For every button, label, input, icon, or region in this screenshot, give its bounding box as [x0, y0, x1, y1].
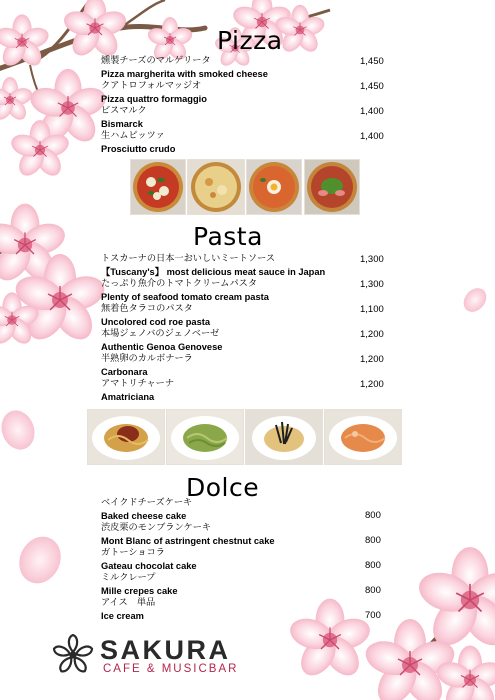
- item-name-en: Plenty of seafood tomato cream pasta: [101, 291, 269, 302]
- item-price: 1,400: [360, 106, 384, 117]
- item-price: 800: [365, 560, 381, 571]
- item-name-en: Mont Blanc of astringent chestnut cake: [101, 535, 275, 546]
- section-title-pizza: Pizza: [217, 26, 283, 55]
- item-name-jp: ベイクドチーズケーキ: [101, 497, 193, 508]
- menu-item-pizza-2: [101, 80, 207, 105]
- item-name-jp: 本場ジェノバのジェノベーゼ: [101, 328, 220, 339]
- section-title-pasta: Pasta: [193, 222, 263, 251]
- menu-item-dolce-1: [101, 497, 192, 522]
- menu-item-dolce-4: [101, 572, 178, 597]
- item-name-jp: ガトーショコラ: [101, 547, 165, 558]
- item-name-en: Ice cream: [101, 610, 144, 621]
- item-name-jp: クアトロフォルマッジオ: [101, 80, 202, 91]
- pizza-margherita-photo: [130, 159, 186, 215]
- item-name-jp: 半熟卵のカルボナーラ: [101, 353, 193, 364]
- item-price: 1,100: [360, 304, 384, 315]
- item-name-jp: 渋皮栗のモンブランケーキ: [101, 522, 212, 533]
- menu-item-pasta-2: [101, 278, 269, 303]
- item-price: 1,400: [360, 131, 384, 142]
- item-name-en: Bismarck: [101, 118, 143, 129]
- menu-item-pizza-4: [101, 130, 175, 155]
- pasta-meat-sauce-photo: [87, 409, 165, 465]
- item-name-en: Authentic Genoa Genovese: [101, 341, 223, 352]
- item-name-jp: 生ハムピッツァ: [101, 130, 165, 141]
- item-name-jp: アマトリチャーナ: [101, 378, 175, 389]
- item-name-en: Mille crepes cake: [101, 585, 178, 596]
- item-name-jp: たっぷり魚介のトマトクリームパスタ: [101, 278, 258, 289]
- section-title-dolce: Dolce: [186, 473, 260, 502]
- item-name-jp: アイス 単品: [101, 597, 156, 608]
- item-name-en: Pizza margherita with smoked cheese: [101, 68, 268, 79]
- menu-item-pasta-1: [101, 253, 325, 278]
- item-name-jp: 無着色タラコのパスタ: [101, 303, 193, 314]
- item-name-en: Amatriciana: [101, 391, 155, 402]
- item-name-en: Prosciutto crudo: [101, 143, 176, 154]
- pasta-genovese-photo: [166, 409, 244, 465]
- brand-name: SAKURA: [100, 635, 231, 665]
- item-price: 1,200: [360, 379, 384, 390]
- brand-tagline: CAFE & MUSICBAR: [103, 663, 239, 675]
- pizza-prosciutto-photo: [304, 159, 360, 215]
- menu-item-pasta-6: [101, 378, 174, 403]
- item-price: 800: [365, 535, 381, 546]
- item-price: 800: [365, 510, 381, 521]
- menu-item-pizza-3: [101, 105, 147, 130]
- sakura-flower-logo-icon: [50, 634, 96, 676]
- menu-item-pizza-1: [101, 55, 268, 80]
- item-name-en: Baked cheese cake: [101, 510, 187, 521]
- item-name-en: Pizza quattro formaggio: [101, 93, 207, 104]
- item-name-jp: ミルクレープ: [101, 572, 156, 583]
- pasta-seafood-cream-photo: [324, 409, 402, 465]
- menu-item-dolce-5: [101, 597, 155, 622]
- menu-item-dolce-3: [101, 547, 197, 572]
- menu-item-pasta-3: [101, 303, 210, 328]
- menu-item-dolce-2: [101, 522, 275, 547]
- item-price: 1,450: [360, 56, 384, 67]
- item-name-jp: 燻製チーズのマルゲリータ: [101, 55, 211, 66]
- menu-item-pasta-4: [101, 328, 222, 353]
- item-name-en: 【Tuscany's】 most delicious meat sauce in Japan: [101, 266, 326, 277]
- item-price: 1,300: [360, 279, 384, 290]
- item-price: 800: [365, 585, 381, 596]
- item-name-jp: ビスマルク: [101, 105, 147, 116]
- item-name-en: Gateau chocolat cake: [101, 560, 197, 571]
- item-name-en: Uncolored cod roe pasta: [101, 316, 211, 327]
- pizza-quattro-formaggio-photo: [187, 159, 245, 215]
- item-price: 1,450: [360, 81, 384, 92]
- menu-item-pasta-5: [101, 353, 193, 378]
- pasta-cod-roe-photo: [245, 409, 323, 465]
- item-name-en: Carbonara: [101, 366, 148, 377]
- pizza-bismarck-photo: [246, 159, 302, 215]
- item-price: 700: [365, 610, 381, 621]
- item-price: 1,200: [360, 329, 384, 340]
- item-price: 1,300: [360, 254, 384, 265]
- item-name-jp: トスカーナの日本一おいしいミートソース: [101, 253, 276, 264]
- item-price: 1,200: [360, 354, 384, 365]
